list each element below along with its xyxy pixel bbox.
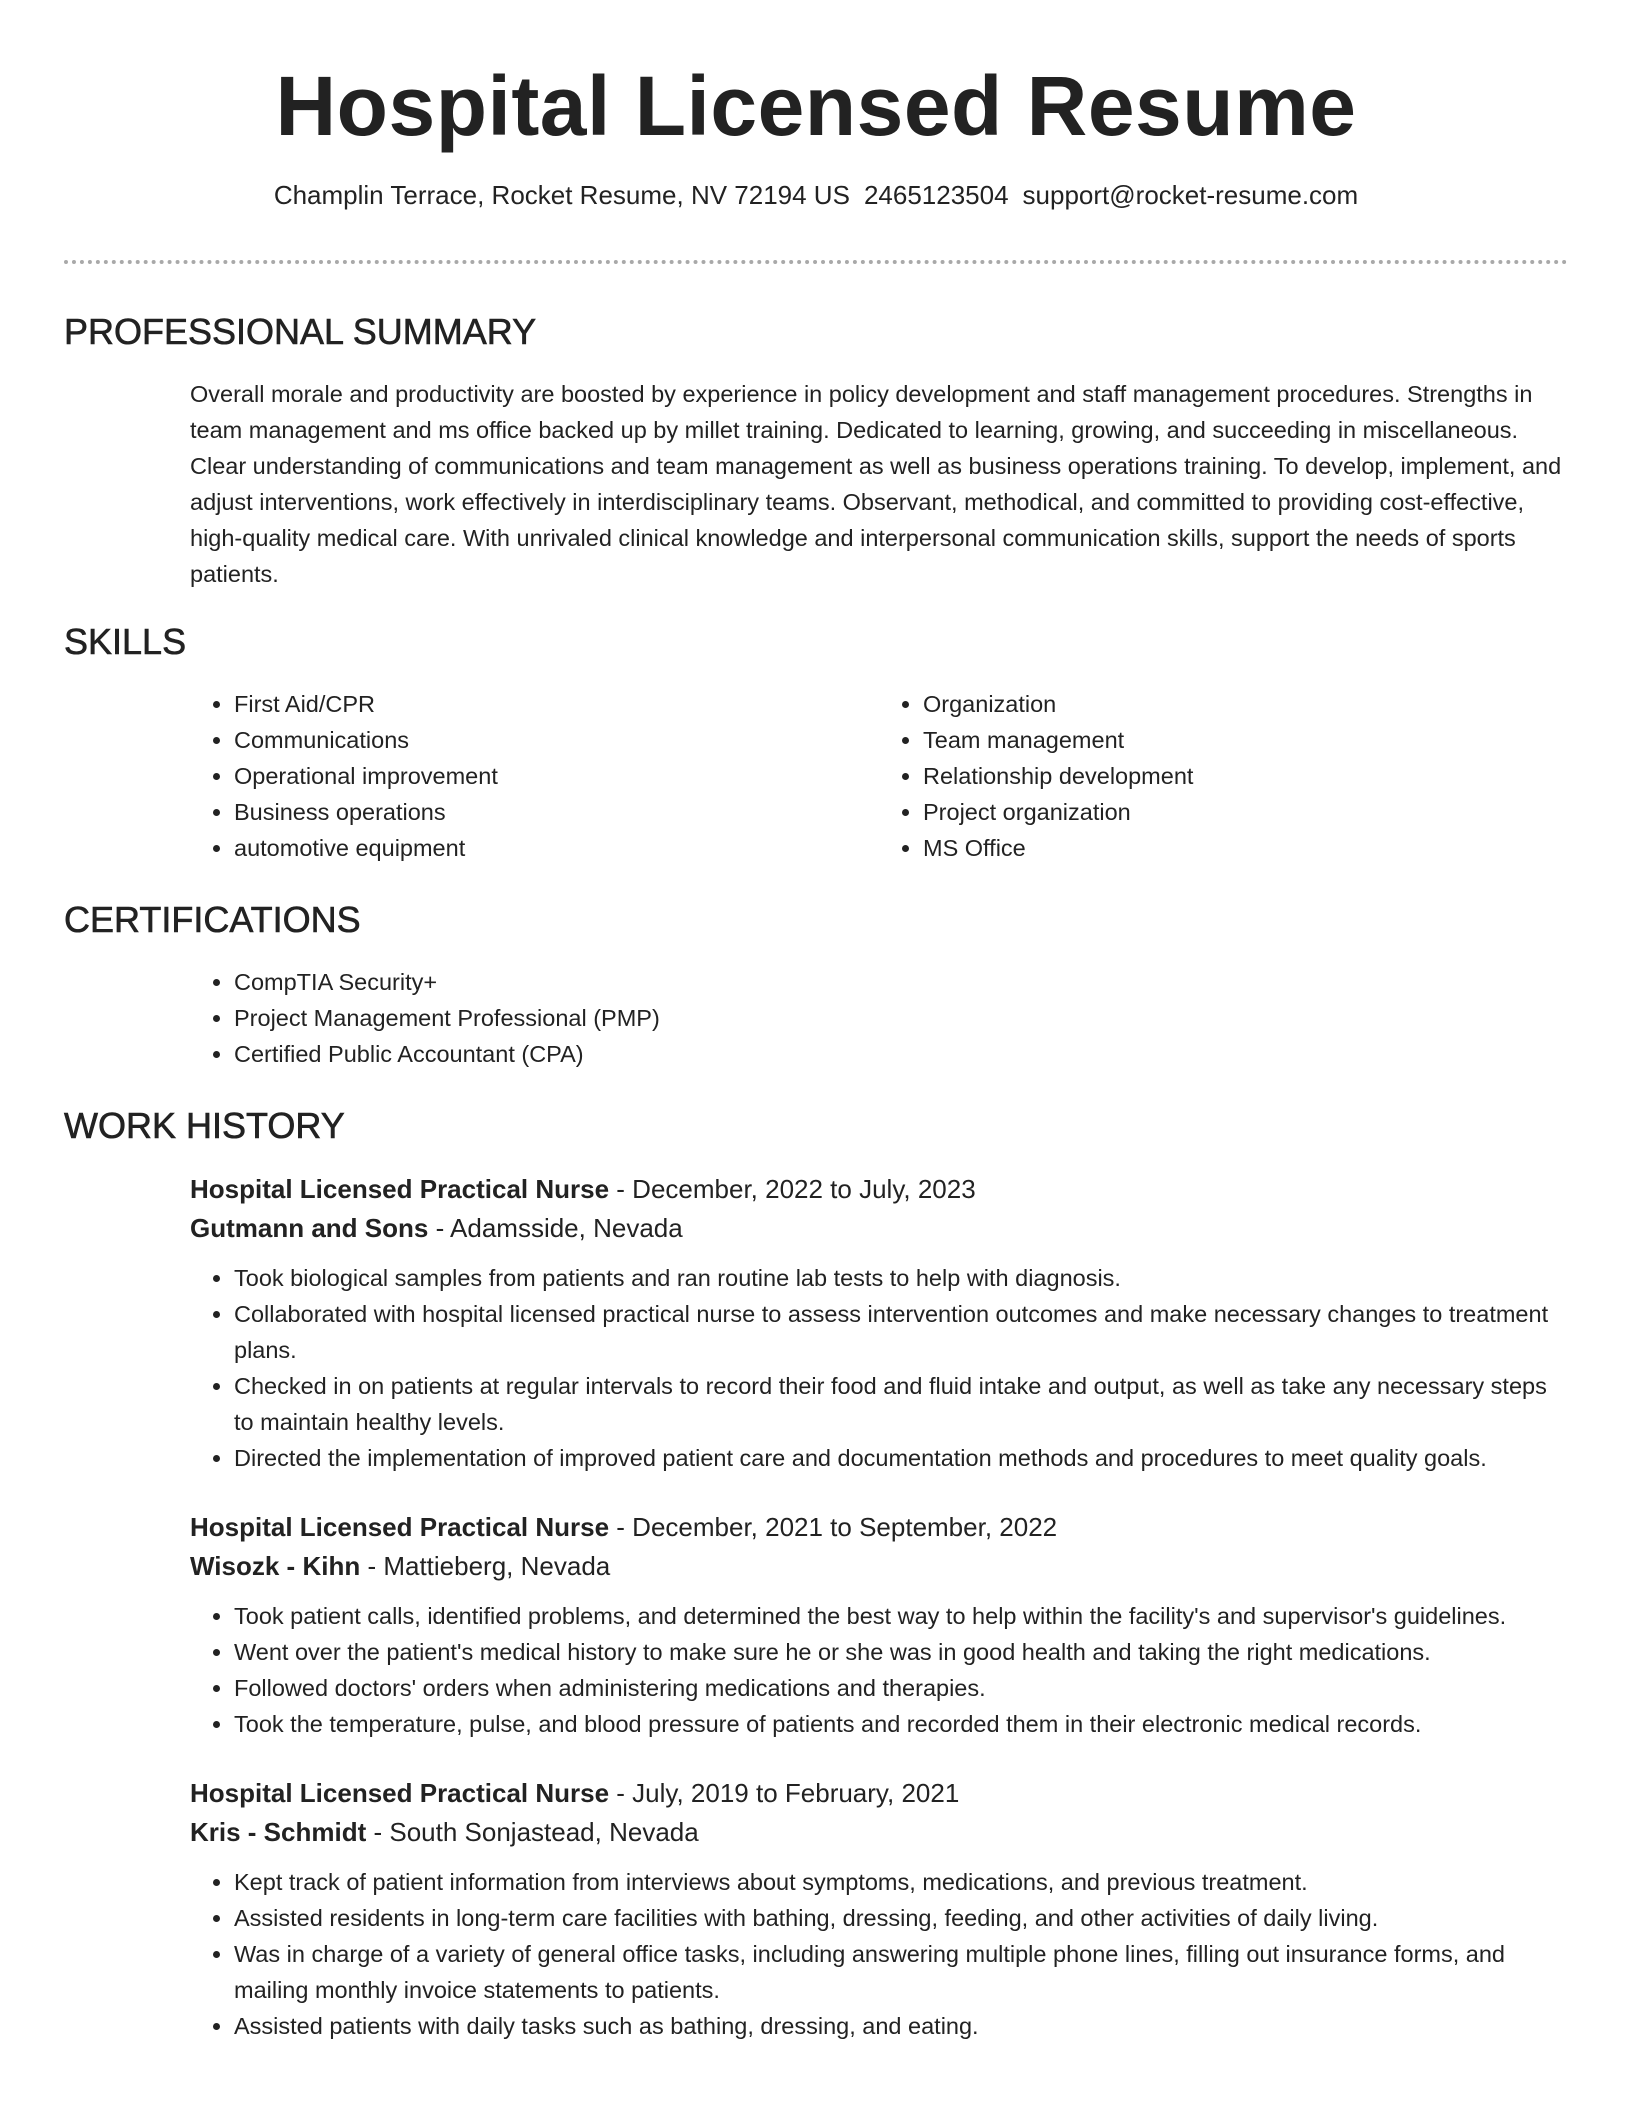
job-company-line bbox=[190, 1209, 1568, 1248]
job-bullet: • Assisted patients with daily tasks such as bathing, dressing, and eating. bbox=[234, 2008, 1568, 2044]
certifications-items bbox=[190, 964, 1568, 1072]
job-bullets bbox=[190, 1864, 1568, 2044]
contact-address: Champlin Terrace, Rocket Resume, NV 72194 US bbox=[273, 180, 850, 210]
skills-column-left bbox=[190, 686, 879, 866]
section-title-skills: SKILLS bbox=[64, 621, 187, 662]
job-entry bbox=[190, 1508, 1568, 1742]
skill-item: • Business operations bbox=[234, 794, 879, 830]
job-bullet: • Took patient calls, identified problems, and determined the best way to help within the facility's and supervisor's guidelines. bbox=[234, 1598, 1568, 1634]
skill-item: • MS Office bbox=[923, 830, 1568, 866]
job-dates: - July, 2019 to February, 2021 bbox=[616, 1778, 960, 1808]
job-entry bbox=[190, 1774, 1568, 2044]
skill-item: • Project organization bbox=[923, 794, 1568, 830]
certification-item: • Certified Public Accountant (CPA) bbox=[234, 1036, 1568, 1072]
skill-item: • First Aid/CPR bbox=[234, 686, 879, 722]
skill-item: • Organization bbox=[923, 686, 1568, 722]
job-role: Hospital Licensed Practical Nurse bbox=[190, 1174, 610, 1204]
certification-item: • Project Management Professional (PMP) bbox=[234, 1000, 1568, 1036]
skill-item: • automotive equipment bbox=[234, 830, 879, 866]
contact-line bbox=[64, 178, 1568, 212]
job-location: - Adamsside, Nevada bbox=[435, 1213, 683, 1243]
job-company: Kris - Schmidt bbox=[190, 1817, 367, 1847]
job-bullets bbox=[190, 1598, 1568, 1742]
job-bullet: • Collaborated with hospital licensed practical nurse to assess intervention outcomes and make necessary changes to treatment plans. bbox=[234, 1296, 1568, 1368]
job-company: Gutmann and Sons bbox=[190, 1213, 429, 1243]
resume-page bbox=[64, 0, 1568, 2044]
job-entry bbox=[190, 1170, 1568, 1476]
skill-item: • Communications bbox=[234, 722, 879, 758]
job-bullet: • Took biological samples from patients and ran routine lab tests to help with diagnosis. bbox=[234, 1260, 1568, 1296]
job-bullet: • Directed the implementation of improved patient care and documentation methods and procedures to meet quality goals. bbox=[234, 1440, 1568, 1476]
section-title-certifications: CERTIFICATIONS bbox=[64, 899, 361, 940]
job-bullet: • Followed doctors' orders when administering medications and therapies. bbox=[234, 1670, 1568, 1706]
job-company-line bbox=[190, 1813, 1568, 1852]
job-bullet: • Went over the patient's medical history to make sure he or she was in good health and taking the right medications. bbox=[234, 1634, 1568, 1670]
job-title-line bbox=[190, 1774, 1568, 1813]
skill-item: • Operational improvement bbox=[234, 758, 879, 794]
contact-phone: 2465123504 bbox=[863, 180, 1009, 210]
job-company-line bbox=[190, 1547, 1568, 1586]
job-bullets bbox=[190, 1260, 1568, 1476]
resume-name: Hospital Licensed Resume bbox=[275, 59, 1357, 153]
header-divider bbox=[64, 260, 1568, 264]
job-bullet: • Took the temperature, pulse, and blood pressure of patients and recorded them in their electronic medical records. bbox=[234, 1706, 1568, 1742]
certification-item: • CompTIA Security+ bbox=[234, 964, 1568, 1000]
job-role: Hospital Licensed Practical Nurse bbox=[190, 1778, 610, 1808]
job-bullet: • Was in charge of a variety of general office tasks, including answering multiple phone lines, filling out insurance forms, and mailing monthly invoice statements to patients. bbox=[234, 1936, 1568, 2008]
job-title-line bbox=[190, 1170, 1568, 1209]
job-bullet: • Kept track of patient information from interviews about symptoms, medications, and previous treatment. bbox=[234, 1864, 1568, 1900]
skill-item: • Relationship development bbox=[923, 758, 1568, 794]
job-dates: - December, 2021 to September, 2022 bbox=[616, 1512, 1058, 1542]
job-bullet: • Checked in on patients at regular intervals to record their food and fluid intake and output, as well as take any necessary steps to maintain healthy levels. bbox=[234, 1368, 1568, 1440]
certifications-list bbox=[190, 964, 1568, 1072]
job-location: - South Sonjastead, Nevada bbox=[373, 1817, 699, 1847]
contact-email[interactable]: support@rocket-resume.com bbox=[1022, 180, 1359, 210]
job-title-line bbox=[190, 1508, 1568, 1547]
skill-item: • Team management bbox=[923, 722, 1568, 758]
job-bullet: • Assisted residents in long-term care facilities with bathing, dressing, feeding, and other activities of daily living. bbox=[234, 1900, 1568, 1936]
job-dates: - December, 2022 to July, 2023 bbox=[616, 1174, 976, 1204]
job-role: Hospital Licensed Practical Nurse bbox=[190, 1512, 610, 1542]
job-location: - Mattieberg, Nevada bbox=[367, 1551, 611, 1581]
skills-column-right bbox=[879, 686, 1568, 866]
section-title-summary: PROFESSIONAL SUMMARY bbox=[64, 311, 537, 352]
job-company: Wisozk - Kihn bbox=[190, 1551, 361, 1581]
section-title-work-history: WORK HISTORY bbox=[64, 1105, 345, 1146]
summary-text: Overall morale and productivity are boosted by experience in policy development and staff management procedures. Strengths in team management and ms office backed up by millet training. Dedicated to learning, growing, and succeeding in miscellaneous. Clear understanding of communications and team management as well as business operations training. To develop, implement, and adjust interventions, work effectively in interdisciplinary teams. Observant, methodical, and committed to providing cost-effective, high-quality medical care. With unrivaled clinical knowledge and interpersonal communication skills, support the needs of sports patients. bbox=[190, 381, 1562, 587]
skills-list bbox=[190, 686, 1568, 866]
